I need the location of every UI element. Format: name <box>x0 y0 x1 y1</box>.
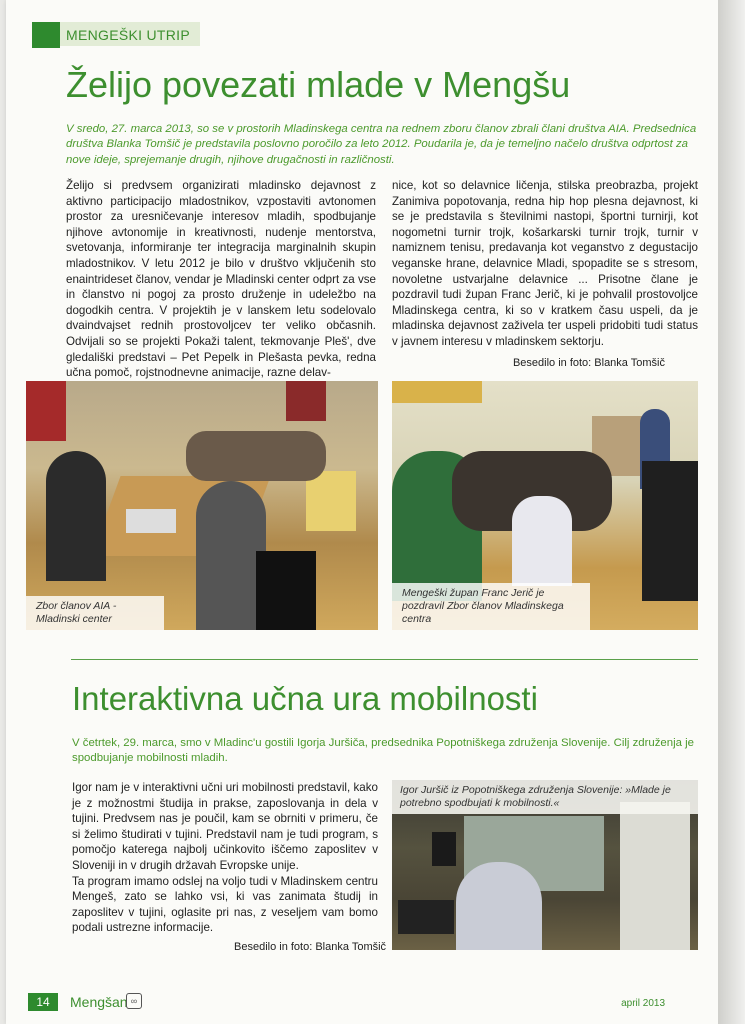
magazine-page <box>6 0 718 1024</box>
meeting-photo <box>26 381 378 630</box>
section-marker <box>32 22 60 48</box>
logo-icon: ∞ <box>126 993 142 1009</box>
article-column-2: nice, kot so delavnice ličenja, stilska preobrazba, projekt Zanimiva popotovanja, redna hip hop plesna dejavnost, ki se je predstavila s številnimi nastopi, športni turnirji, kot nogometni turnir trojk, košarkarski turnir trojk, turnir v namiznem tenisu, predavanja kot veganstvo z degustacijo veganske hrane, delavnice Mladi, spopadite se s stresom, novoletne ustvarjalne delavnice ... Prisotne člane je pozdravil tudi župan Franc Jerič, ki je pohvalil prostovoljce Mladinskega centra, ki so v kratkem času uspeli, da je mladinska dejavnost zaživela ter uspeli pridobiti tudi status v javnem interesu v mladinskem sektorju. <box>392 179 698 348</box>
chair <box>306 471 356 531</box>
person <box>642 461 698 601</box>
article-column-1: Želijo si predvsem organizirati mladinsko dejavnost z aktivno participacijo mladostnikov, vzpostaviti avtonomen prostor za uresničevanje interesov mladih, spodbujanje njihove avtonomije in kreativnosti, nudenje mentorstva, svetovanja, informiranje ter integracija marginalnih skupin mladostnikov. V letu 2012 je bilo v društvo vključenih sto enaintrideset članov, vendar je Mladinski center odprt za vse in članstvo ni pogoj za prosto druženje in udeležbo na dogodkih centra. V projektih je v lanskem letu sodelovalo dvaindvajset rednih prostovoljcev ter veliko občasnih. Odvijali so se projekti Pokaži talent, tekmovanje Pleš', dve gledališki predstavi – Pet Pepelk in Plešasta pevka, redna učna pomoč, rojstnodnevne animacije, razne delav- <box>66 179 376 380</box>
article-title: Želijo povezati mlade v Mengšu <box>66 64 571 105</box>
mayor-photo <box>392 381 698 630</box>
page-edge <box>718 0 745 1024</box>
section-divider <box>71 659 698 660</box>
lecture-photo <box>392 780 698 950</box>
projector <box>126 509 176 533</box>
photo-credit: Besedilo in foto: Blanka Tomšič <box>512 357 665 369</box>
poster-board <box>620 802 690 950</box>
issue-date: april 2013 <box>621 998 665 1009</box>
page-number: 14 <box>28 993 58 1011</box>
section-label: MENGEŠKI UTRIP <box>66 27 190 43</box>
laptop <box>398 900 454 934</box>
chair <box>256 551 316 630</box>
banner <box>392 381 482 403</box>
photo-credit: Besedilo in foto: Blanka Tomšič <box>234 941 387 953</box>
magazine-brand: Mengšan <box>70 994 128 1010</box>
photo-caption: Igor Juršič iz Popotniškega združenja Slovenije: »Mlade je potrebno spodbujati k mobilnosti.« <box>392 780 698 814</box>
speaker-box <box>432 832 456 866</box>
audience <box>186 431 326 481</box>
article-title: Interaktivna učna ura mobilnosti <box>72 680 538 717</box>
photo-caption: Mengeški župan Franc Jerič je pozdravil Zbor članov Mladinskega centra <box>392 583 590 630</box>
photo-caption: Zbor članov AIA - Mladinski center <box>26 596 164 630</box>
curtain <box>286 381 326 421</box>
article-body: Igor nam je v interaktivni učni uri mobilnosti predstavil, kako je z možnostmi študija in prakse, zaposlovanja in dela v tujini. Predvsem nas je poučil, kam se obrniti v primeru, če si želimo študirati v tujini. Predstavil nam je tudi program, s pomočjo katerega najbolj učinkovito iščemo zaposlitev v Sloveniji in v drugih državah Evropske unije. Ta program imamo odslej na voljo tudi v Mladinskem centru Mengeš, zato se lahko vsi, ki vas zanimata študij in zaposlitev v tujini, oglasite pri nas, z veseljem vam bomo podali ustrezne informacije. <box>72 781 378 935</box>
person <box>512 496 572 586</box>
person <box>46 451 106 581</box>
curtain <box>26 381 66 441</box>
presenter <box>456 862 542 950</box>
article-lead: V sredo, 27. marca 2013, so se v prostorih Mladinskega centra na rednem zboru članov zbrali člani društva AIA. Predsednica društva Blanka Tomšič je predstavila poslovno poročilo za leto 2012. Poudarila je, da je temeljno načelo društva odprtost za nove ideje, sprejemanje drugih, njihove drugačnosti in različnosti. <box>66 123 697 166</box>
article-lead: V četrtek, 29. marca, smo v Mladinc'u gostili Igorja Juršiča, predsednika Popotniškega združenja Slovenije. Cilj združenja je spodbujanje mobilnosti mladih. <box>72 737 694 765</box>
